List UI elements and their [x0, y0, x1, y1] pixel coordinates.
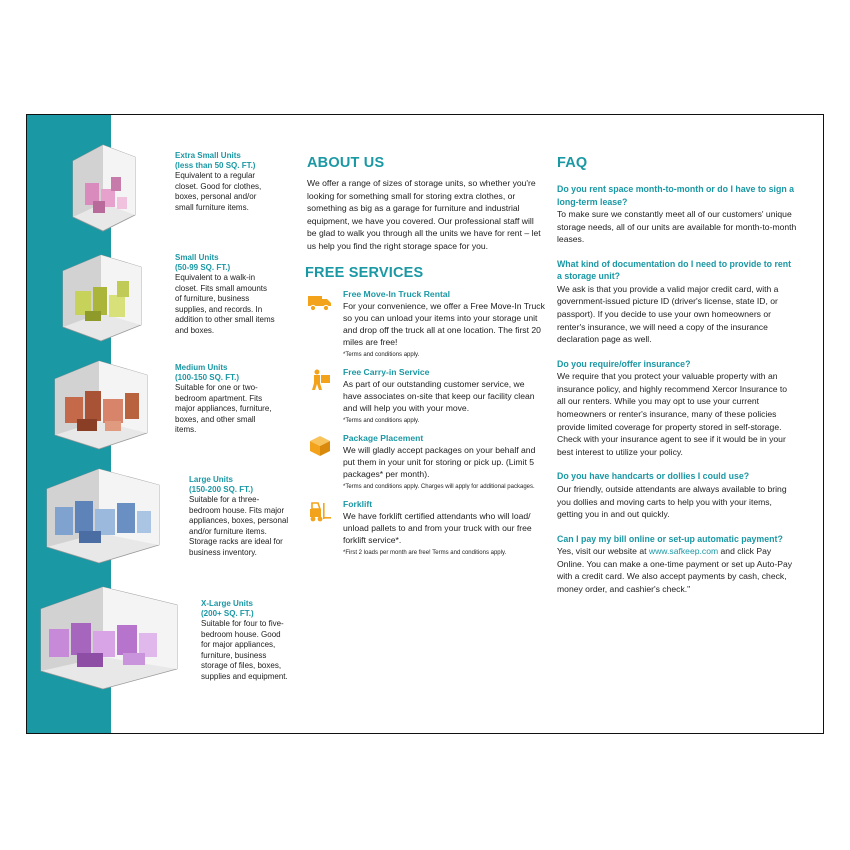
unit-title: Small Units	[175, 253, 219, 262]
faq-answer-text: Yes, visit our website at	[557, 546, 649, 557]
faq-question: Do you require/offer insurance?	[557, 358, 691, 369]
service-title: Free Move-In Truck Rental	[343, 288, 450, 299]
about-text: We offer a range of sizes of storage units, so whether you're looking for something small for storing extra clothes, or something as big as a garage for furniture and industrial equipment, we have you covered. Our professional staff will be glad to walk you through all the units we have for rent – let us help you find the right storage space for you.	[307, 178, 541, 251]
unit-size: (50-99 SQ. FT.)	[175, 263, 231, 272]
faq-question: Do you rent space month-to-month or do I have to sign a long-term lease?	[557, 184, 795, 207]
unit-title: Extra Small Units	[175, 151, 241, 160]
service-title: Forklift	[343, 498, 373, 509]
large-unit-illustration	[39, 465, 171, 565]
faq-heading: FAQ	[557, 155, 588, 171]
service-fine-print: *First 2 loads per month are free! Terms and conditions apply.	[343, 549, 507, 556]
unit-size: (200+ SQ. FT.)	[201, 609, 254, 618]
faq-question: Can I pay my bill online or set-up automatic payment?	[557, 533, 783, 544]
x-large-unit-illustration	[33, 583, 189, 691]
unit-size: (100-150 SQ. FT.)	[175, 373, 240, 382]
faq-answer: We ask is that you provide a valid major credit card, with a government-issued picture ID (driver's license, state ID, or passport). If you decide to use your own homeowners or renter's insurance, we will need a copy of the insurance declaration page as well.	[557, 283, 779, 345]
service-text: We have forklift certified attendants who will load/ unload pallets to and from your truck with our free forklift service*.	[343, 510, 532, 545]
faq-answer: We require that you protect your valuable property with an insurance policy, and highly recommend Xercor Insurance to all our renters. While you may opt to use your current homeowners or renter's insurance, many of these policies provide limited coverage for property stored in self-storage. Check with your insurance agent to see if it would be in your best interest to utilize your policy.	[557, 371, 788, 457]
unit-title: Medium Units	[175, 363, 228, 372]
services-heading: FREE SERVICES	[305, 264, 424, 281]
faq-question: Do you have handcarts or dollies I could use?	[557, 471, 750, 482]
website-link[interactable]: www.safkeep.com	[648, 546, 719, 557]
faq-question: What kind of documentation do I need to provide to rent a storage unit?	[557, 258, 792, 282]
service-truck	[307, 289, 545, 359]
service-text: As part of our outstanding customer service, we have associates on-site that keep our facility clean and will help you with your move.	[343, 378, 535, 413]
faq-answer	[557, 545, 797, 595]
service-text: For your convenience, we offer a Free Move-In Truck so you can unload your items into your storage unit and drop off the truck all at one location. The first 20 miles are free!	[343, 300, 545, 347]
unit-description: Suitable for four to five-bedroom house. Good for major appliances, furniture, business storage of files, boxes, supplies and equipment.	[201, 619, 288, 681]
about-heading: ABOUT US	[307, 155, 385, 171]
brochure-page	[26, 114, 824, 734]
middle-column	[307, 155, 545, 557]
service-fine-print: *Terms and conditions apply.	[343, 351, 420, 358]
service-title: Free Carry-in Service	[343, 366, 430, 377]
faq-answer: To make sure we constantly meet all of our customers' unique storage needs, all of our units are available for month-to-month leases.	[557, 209, 797, 245]
medium-unit-illustration	[47, 357, 159, 451]
faq-answer: Our friendly, outside attendants are always available to bring you dollies and moving carts to help you with your items, getting you in and out quickly.	[557, 483, 787, 520]
unit-size: (150-200 SQ. FT.)	[189, 485, 254, 494]
service-fine-print: *Terms and conditions apply. Charges will apply for additional packages.	[343, 483, 535, 490]
service-carry-in	[307, 367, 545, 425]
carry-box-icon	[307, 369, 333, 391]
unit-title: Large Units	[189, 475, 234, 484]
forklift-icon	[307, 501, 333, 523]
service-forklift	[307, 499, 545, 557]
faq-answer-text: and click Pay Online. You can make a one-time payment or set up Auto-Pay with a credit card. We also accept payments by cash, check, money order, and cashier's check."	[557, 546, 793, 594]
faq-column	[557, 155, 797, 596]
small-unit-illustration	[55, 251, 155, 343]
package-icon	[307, 435, 333, 457]
unit-size: (less than 50 SQ. FT.)	[175, 161, 256, 170]
service-text: We will gladly accept packages on your behalf and put them in your unit for storing or pick up. (Limit 5 packages* per month).	[343, 444, 536, 479]
service-title: Package Placement	[343, 432, 424, 443]
unit-description: Equivalent to a walk-in closet. Fits small amounts of furniture, business supplies, and records. In addition to other small items and boxes.	[175, 273, 275, 335]
service-fine-print: *Terms and conditions apply.	[343, 417, 420, 424]
unit-description: Suitable for a three-bedroom house. Fits major appliances, boxes, personal and/or furniture items. Storage racks are ideal for business inventory.	[189, 495, 289, 557]
unit-description: Suitable for one or two-bedroom apartment. Fits major appliances, furniture, boxes, and other small items.	[175, 383, 272, 434]
service-package	[307, 433, 545, 491]
unit-description: Equivalent to a regular closet. Good for clothes, boxes, personal and/or small furniture items.	[175, 171, 262, 212]
extra-small-unit-illustration	[63, 141, 153, 233]
truck-icon	[307, 291, 333, 313]
unit-title: X-Large Units	[201, 599, 254, 608]
